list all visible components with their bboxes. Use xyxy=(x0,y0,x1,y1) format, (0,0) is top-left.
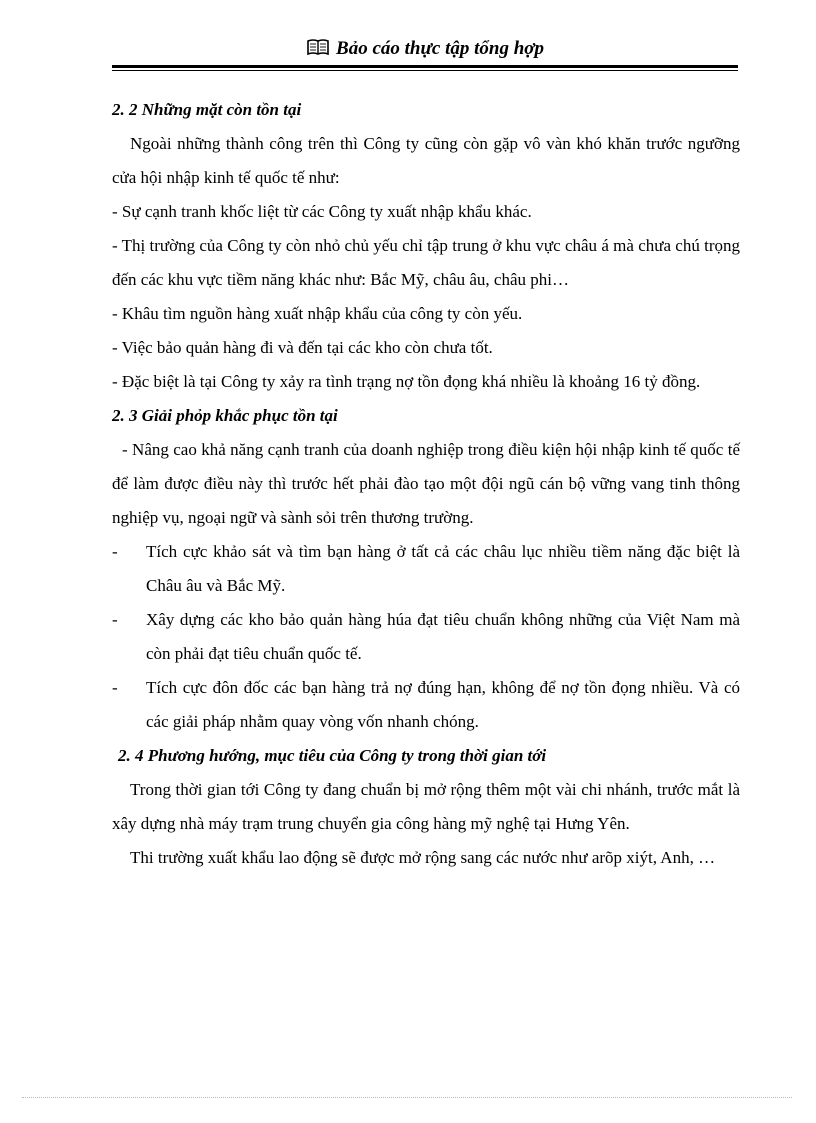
list-item xyxy=(112,603,740,671)
footer-dotted-line xyxy=(22,1097,792,1098)
paragraph: Thi trường xuất khẩu lao động sẽ được mở rộng sang các nước như arõp xiýt, Anh, … xyxy=(130,848,716,867)
section-heading-2-3: 2. 3 Giải phỏp khắc phục tồn tại xyxy=(112,406,338,425)
paragraph: - Nâng cao khả năng cạnh tranh của doanh nghiệp trong điều kiện hội nhập kinh tế quốc tế để làm được điều này thì trước hết phải đào tạo một đội ngũ cán bộ vững vang tinh thông nghiệp vụ, ngoại ngữ và sành sỏi trên thương trường. xyxy=(112,440,740,527)
list-item-text: Tích cực khảo sát và tìm bạn hàng ở tất cả các châu lục nhiều tiềm năng đặc biệt là Châu âu và Bắc Mỹ. xyxy=(146,542,740,595)
header-rule-thin xyxy=(112,70,738,71)
dash-marker: - xyxy=(112,678,118,697)
list-item: - Sự cạnh tranh khốc liệt từ các Công ty xuất nhập khẩu khác. xyxy=(112,202,532,221)
list-item xyxy=(112,535,740,603)
page-header xyxy=(112,38,738,62)
section-heading-2-2: 2. 2 Những mặt còn tồn tại xyxy=(112,100,302,119)
list-item: - Việc bảo quản hàng đi và đến tại các kho còn chưa tốt. xyxy=(112,338,493,357)
list-item xyxy=(112,671,740,739)
section-heading-2-4: 2. 4 Phương hướng, mục tiêu của Công ty trong thời gian tới xyxy=(118,746,547,765)
document-body xyxy=(112,93,740,875)
header-title: Bảo cáo thực tập tổng hợp xyxy=(336,38,544,59)
list-item: - Khâu tìm nguồn hàng xuất nhập khẩu của công ty còn yếu. xyxy=(112,304,523,323)
list-item: - Đặc biệt là tại Công ty xảy ra tình trạng nợ tồn đọng khá nhiều là khoảng 16 tỷ đồng. xyxy=(112,372,701,391)
open-book-icon xyxy=(306,38,330,62)
list-item-text: Xây dựng các kho bảo quản hàng húa đạt tiêu chuẩn không những của Việt Nam mà còn phải đạt tiêu chuẩn quốc tế. xyxy=(146,610,740,663)
dash-marker: - xyxy=(112,610,118,629)
dash-marker: - xyxy=(112,542,118,561)
header-rule-thick xyxy=(112,65,738,68)
paragraph: Ngoài những thành công trên thì Công ty cũng còn gặp vô vàn khó khăn trước ngưỡng cửa hội nhập kinh tế quốc tế như: xyxy=(112,134,740,187)
list-item-text: Tích cực đôn đốc các bạn hàng trả nợ đúng hạn, không để nợ tồn đọng nhiều. Và có các giải pháp nhằm quay vòng vốn nhanh chóng. xyxy=(146,678,740,731)
list-item: - Thị trường của Công ty còn nhỏ chủ yếu chỉ tập trung ở khu vực châu á mà chưa chú trọng đến các khu vực tiềm năng khác như: Bắc Mỹ, châu âu, châu phi… xyxy=(112,236,740,289)
paragraph: Trong thời gian tới Công ty đang chuẩn bị mở rộng thêm một vài chi nhánh, trước mắt là xây dựng nhà máy trạm trung chuyển gia công hàng mỹ nghệ tại Hưng Yên. xyxy=(112,780,740,833)
